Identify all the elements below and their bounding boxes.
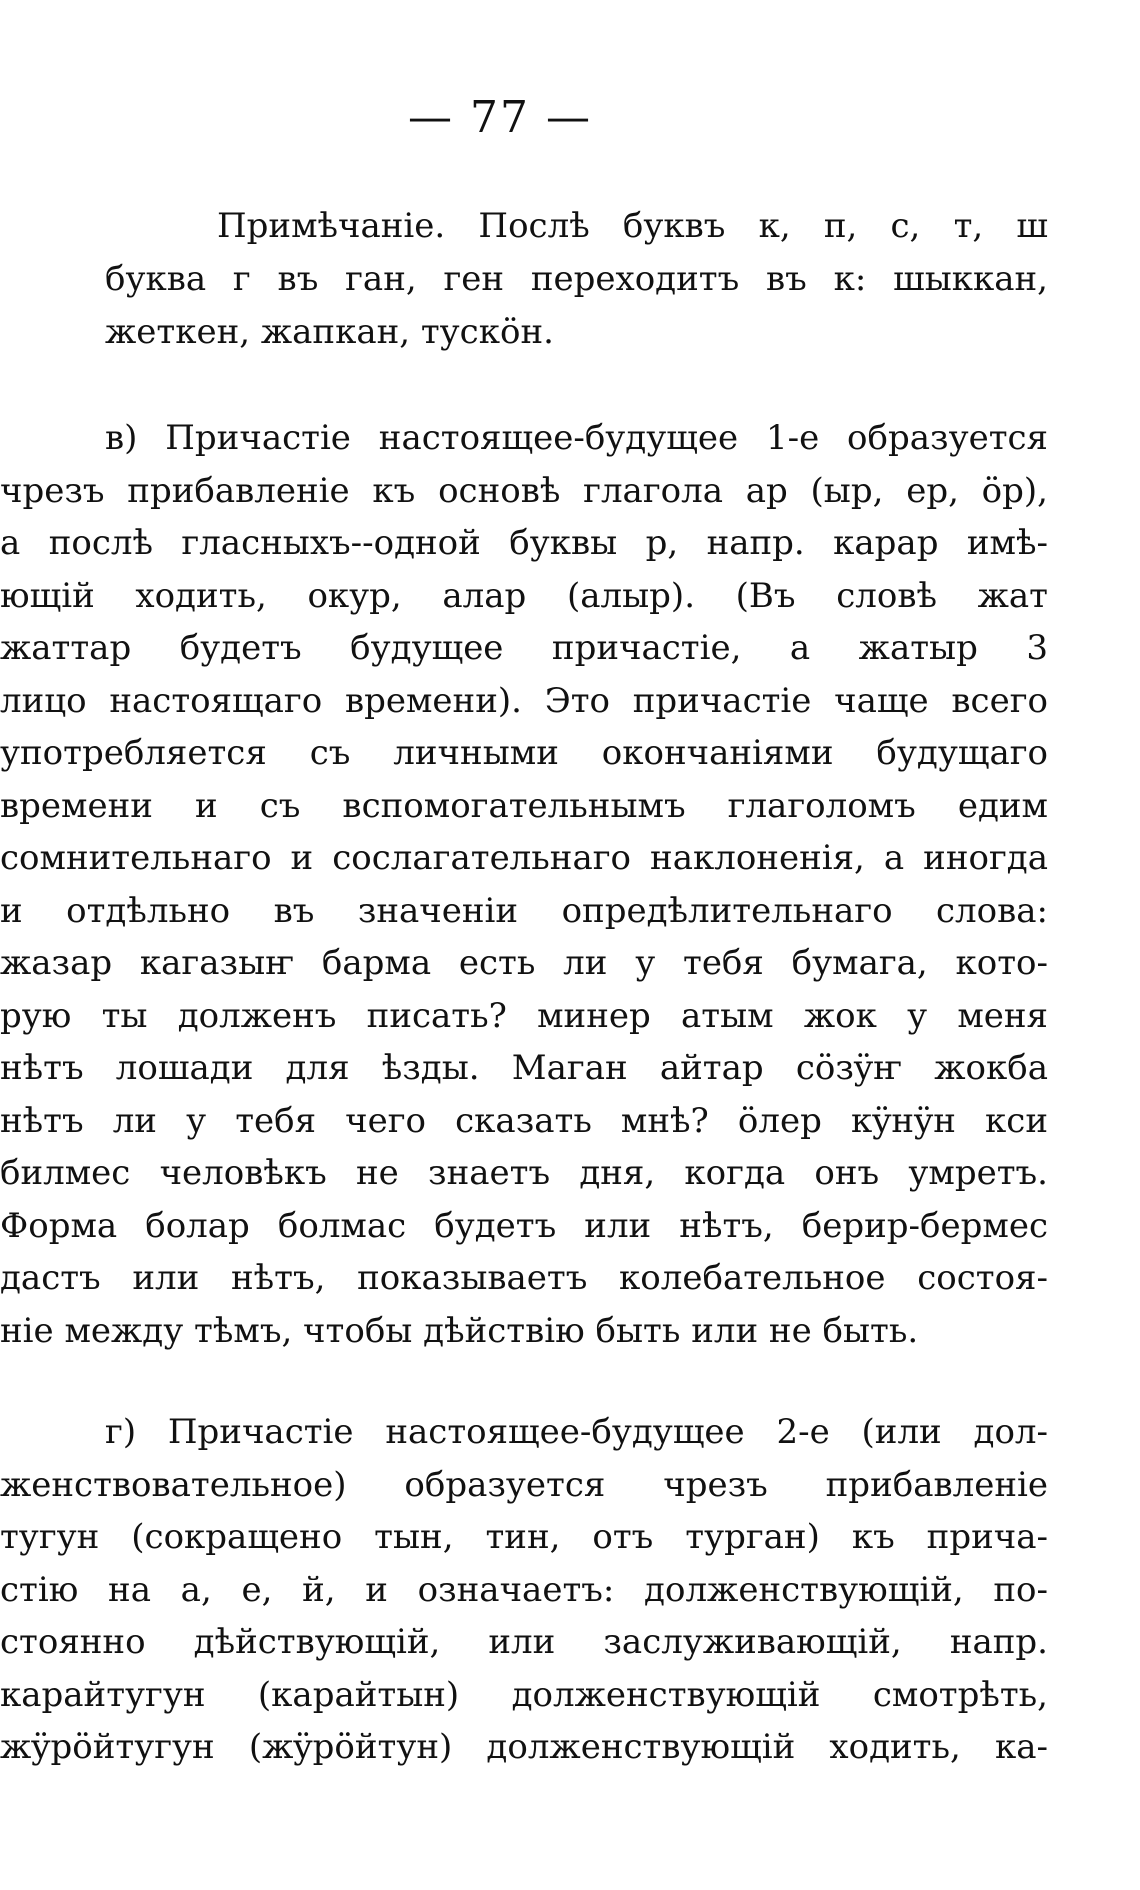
text-line: рую ты долженъ писать? минер атым жок у меня (0, 995, 1048, 1036)
text-line: дастъ или нѣтъ, показываетъ колебательное состоя- (0, 1258, 1048, 1298)
text-line: стоянно дѣйствующій, или заслуживающій, напр. (0, 1622, 1048, 1662)
text-line: Форма болар болмас будетъ или нѣтъ, берир-бермес (0, 1205, 1048, 1246)
text-line: г) Причастіе настоящее-будущее 2-е (или дол- (105, 1412, 1048, 1452)
text-line: тугун (сокращено тын, тин, отъ турган) къ прича- (0, 1517, 1048, 1557)
text-line: буква г въ ган, ген переходитъ въ к: шыккан, (105, 259, 1048, 299)
text-line: сомнительнаго и сослагательнаго наклоненія, а иногда (0, 838, 1048, 878)
text-line: карайтугун (карайтын) долженствующій смотрѣть, (0, 1674, 1048, 1715)
paragraph-v (0, 412, 1048, 1357)
text-line: нѣтъ лошади для ѣзды. Маган айтар сöзÿҥ жокба (0, 1048, 1048, 1088)
text-line: и отдѣльно въ значеніи опредѣлительнаго слова: (0, 890, 1048, 931)
text-line: жеткен, жапкан, тускöн. (105, 312, 554, 352)
text-line: времени и съ вспомогательнымъ глаголомъ едим (0, 785, 1048, 826)
text-line: билмес человѣкъ не знаетъ дня, когда онъ умретъ. (0, 1153, 1048, 1193)
text-line: Примѣчаніе. Послѣ буквъ к, п, с, т, ш (217, 206, 1048, 246)
text-line: употребляется съ личными окончаніями будущаго (0, 733, 1048, 773)
text-line: а послѣ гласныхъ--одной буквы р, напр. карар имѣ- (0, 523, 1048, 563)
page-number: — 77 — (408, 92, 592, 143)
text-line: женствовательное) образуется чрезъ прибавленіе (0, 1464, 1048, 1505)
text-line: жаттар будетъ будущее причастіе, а жатыр 3 (0, 628, 1048, 668)
text-line: лицо настоящаго времени). Это причастіе чаще всего (0, 680, 1048, 721)
text-line: чрезъ прибавленіе къ основѣ глагола ар (ыр, ер, öр), (0, 470, 1048, 511)
text-line: ніе между тѣмъ, чтобы дѣйствію быть или не быть. (0, 1310, 919, 1351)
text-line: нѣтъ ли у тебя чего сказать мнѣ? öлер кÿнÿн кси (0, 1100, 1048, 1141)
note-paragraph (105, 200, 1048, 359)
text-line: жÿрöйтугун (жÿрöйтун) долженствующій ходить, ка- (0, 1727, 1048, 1767)
text-line: в) Причастіе настоящее-будущее 1-е образуется (105, 418, 1048, 458)
text-line: стію на а, е, й, и означаетъ: долженствующій, по- (0, 1569, 1048, 1610)
text-line: жазар кагазыҥ барма есть ли у тебя бумага, кото- (0, 943, 1048, 983)
paragraph-g (0, 1406, 1048, 1774)
text-line: ющій ходить, окур, алар (алыр). (Въ словѣ жат (0, 575, 1048, 616)
